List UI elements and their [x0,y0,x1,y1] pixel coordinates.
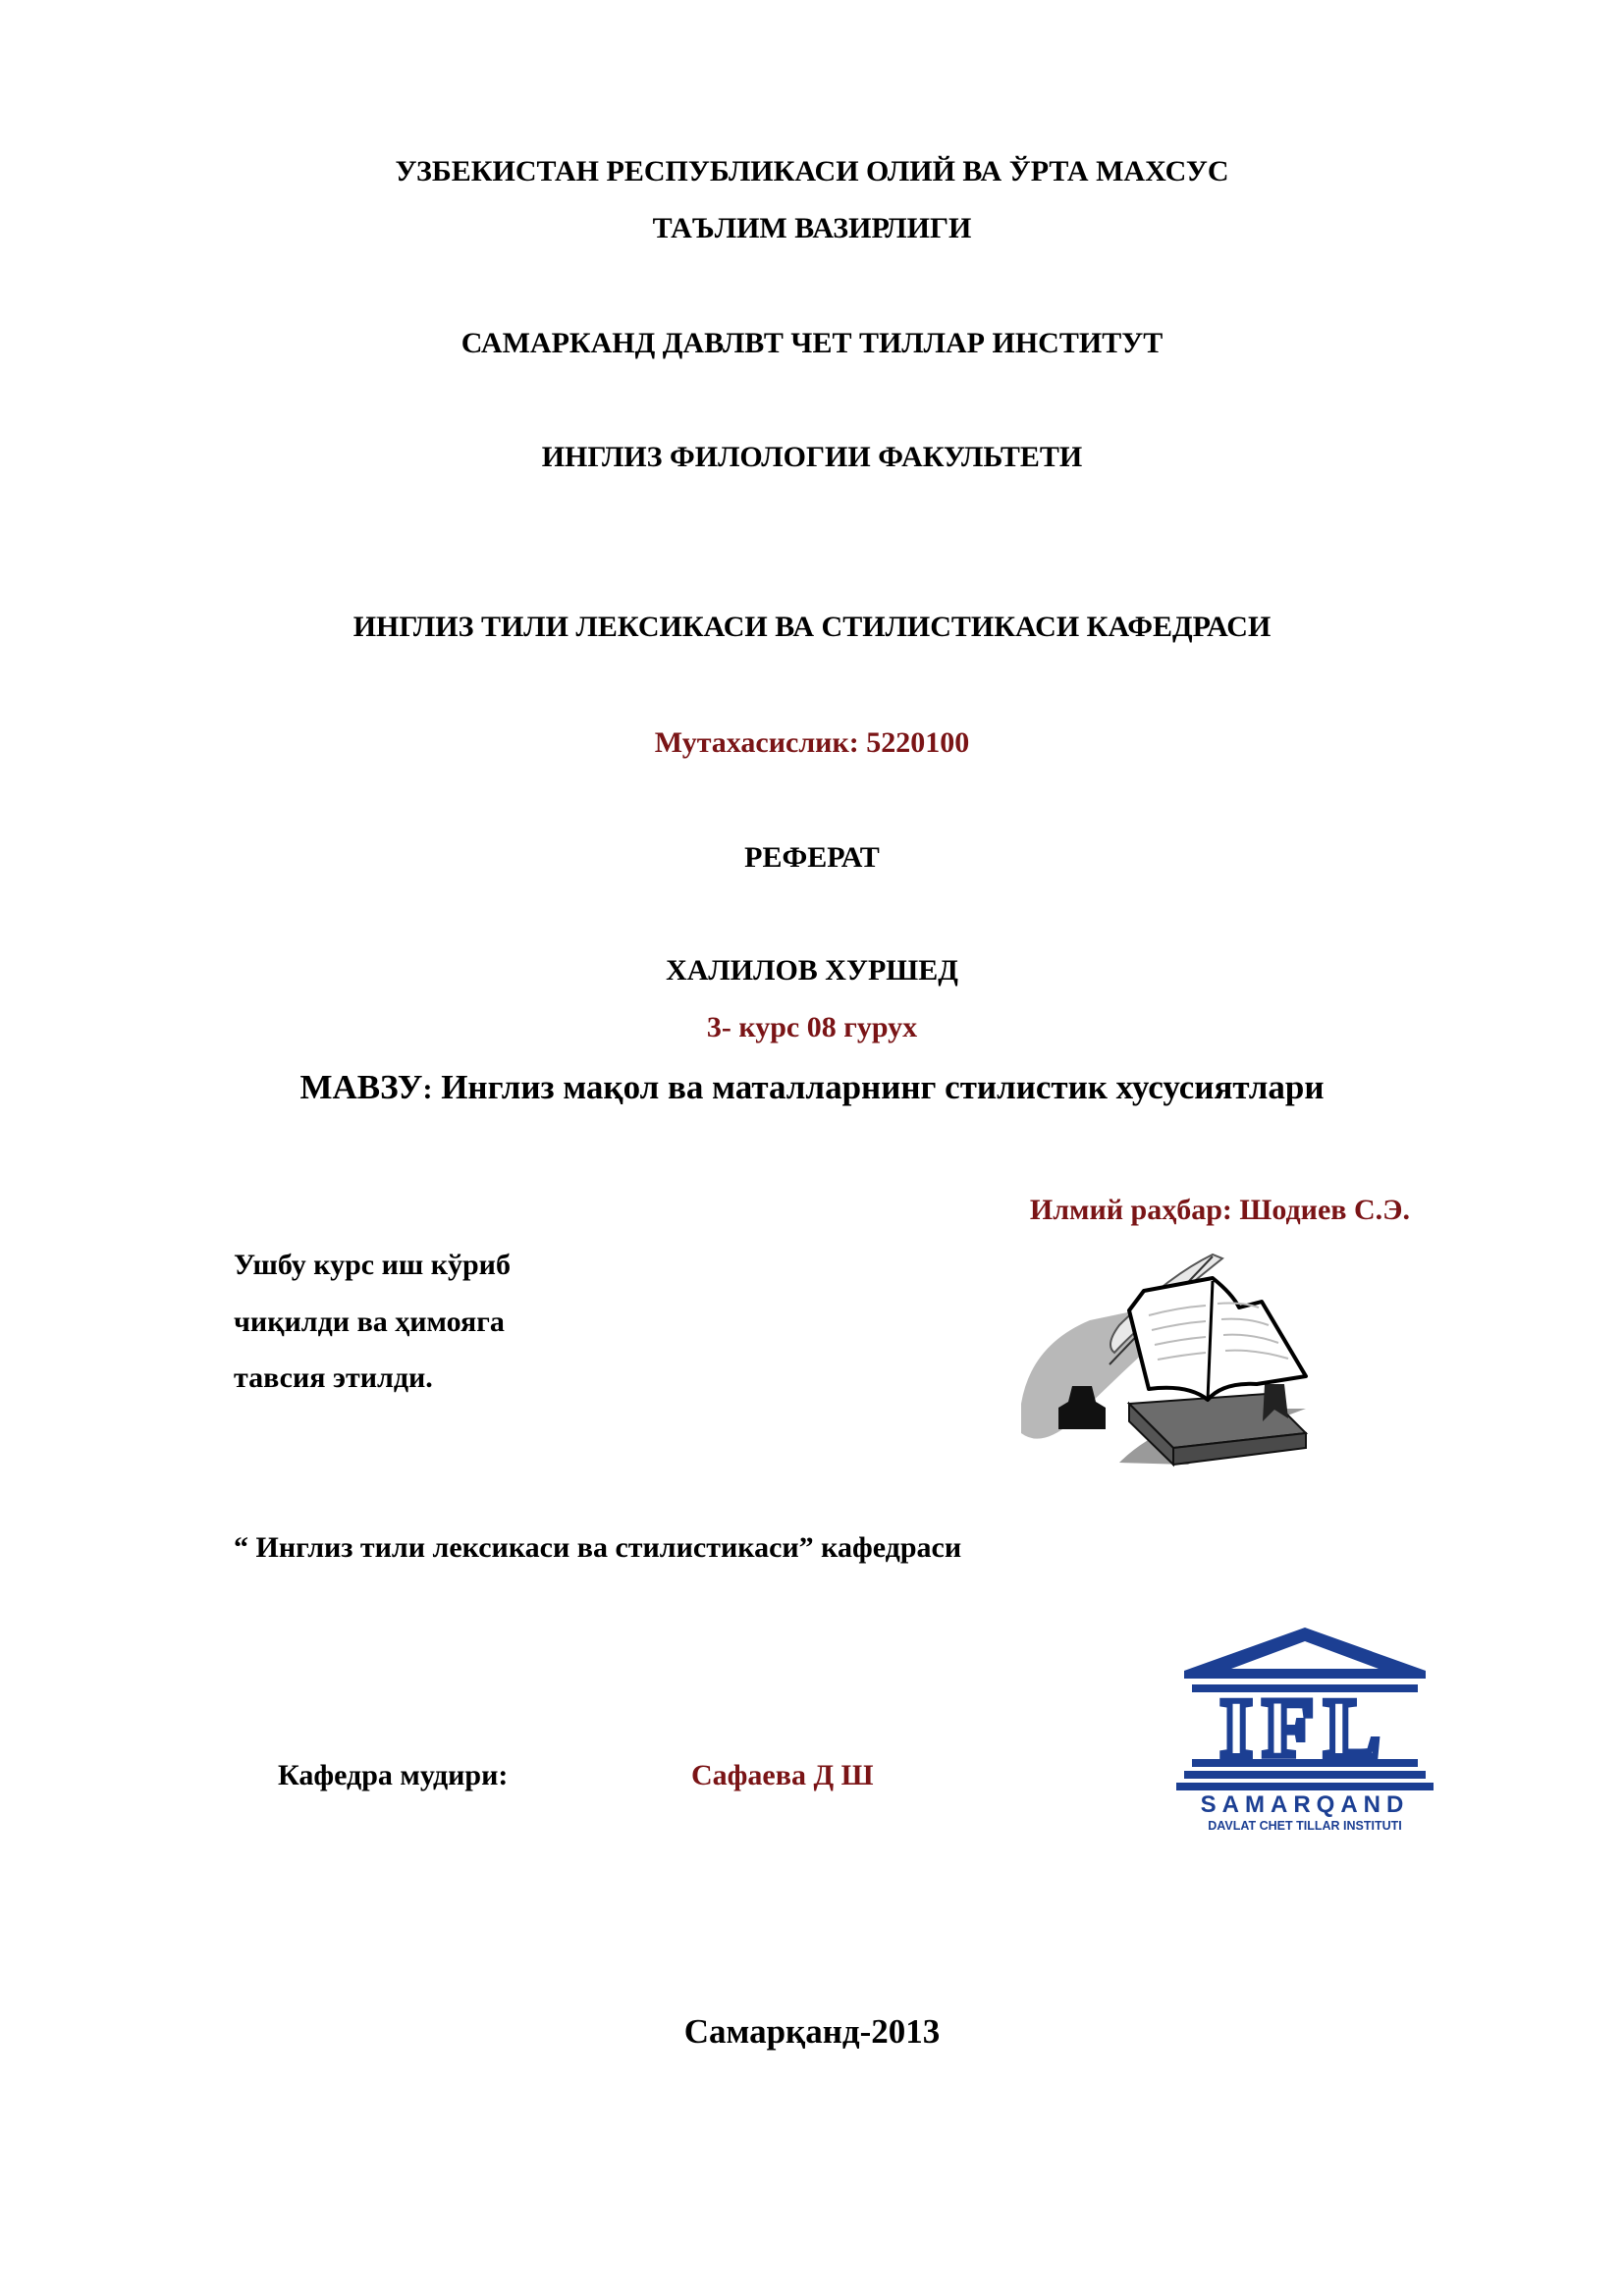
ministry-line-2: ТАЪЛИМ ВАЗИРЛИГИ [652,212,972,244]
document-type: РЕФЕРАТ [744,841,880,874]
supervisor: Илмий раҳбар: Шодиев С.Э. [1029,1194,1410,1226]
logo-letters: IFL [1219,1681,1390,1775]
department-quote: “ Инглиз тили лексикаси ва стилистикаси” кафедраси [234,1531,962,1564]
institute-name: САМАРКАНД ДАВЛВТ ЧЕТ ТИЛЛАР ИНСТИТУТ [460,327,1164,359]
footer-city-year: Самарқанд-2013 [683,2012,941,2051]
head-label: Кафедра мудири: [278,1759,509,1791]
topic-label: МАВЗУ [299,1068,423,1106]
logo-subtitle: DAVLAT CHET TILLAR INSTITUTI [1208,1819,1402,1833]
topic-separator: : [422,1073,433,1105]
book-quill-clipart [1011,1237,1355,1472]
approval-line-2: чиқилди ва ҳимояга [234,1306,505,1338]
head-name: Сафаева Д Ш [691,1759,874,1791]
topic-text: Инглиз мақол ва маталларнинг стилистик хусусиятлари [432,1068,1325,1106]
ifl-samarqand-logo [1176,1626,1434,1834]
approval-line-1: Ушбу курс иш кўриб [234,1249,511,1281]
ministry-line-1: УЗБЕКИСТАН РЕСПУБЛИКАСИ ОЛИЙ ВА ЎРТА МАХСУС [395,155,1229,187]
author-group: 3- курс 08 гурух [706,1011,918,1043]
department-name: ИНГЛИЗ ТИЛИ ЛЕКСИКАСИ ВА СТИЛИСТИКАСИ КАФЕДРАСИ [352,611,1272,643]
specialty: Мутахасислик: 5220100 [654,726,970,759]
approval-line-3: тавсия этилди. [234,1362,433,1394]
logo-city: SAMARQAND [1200,1791,1410,1818]
topic-line [0,1068,1624,1107]
faculty-name: ИНГЛИЗ ФИЛОЛОГИИ ФАКУЛЬТЕТИ [541,441,1083,473]
author-name: ХАЛИЛОВ ХУРШЕД [666,954,958,987]
